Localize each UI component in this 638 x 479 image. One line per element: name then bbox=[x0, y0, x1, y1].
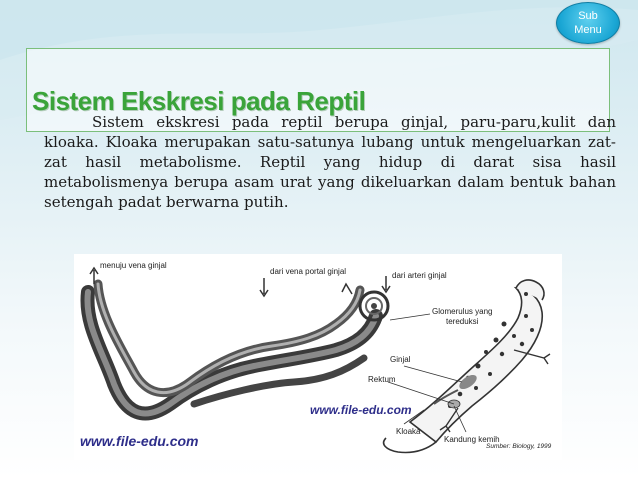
reptile-excretory-figure bbox=[74, 254, 562, 460]
label-glomerulus-line2: tereduksi bbox=[446, 317, 479, 326]
slide-title: Sistem Ekskresi pada Reptil bbox=[32, 86, 366, 116]
label-kandung-kemih: Kandung kemih bbox=[444, 435, 500, 444]
label-ginjal: Ginjal bbox=[390, 355, 411, 364]
sub-menu-button[interactable] bbox=[556, 2, 620, 44]
sub-menu-label-line2: Menu bbox=[574, 24, 602, 36]
label-vena-portal: dari vena portal ginjal bbox=[270, 267, 347, 276]
label-glomerulus-line1: Glomerulus yang bbox=[432, 307, 493, 316]
watermark-left: www.file-edu.com bbox=[80, 433, 199, 449]
label-kloaka: Kloaka bbox=[396, 427, 421, 436]
label-vena-ginjal: menuju vena ginjal bbox=[100, 261, 167, 270]
sub-menu-label-line1: Sub bbox=[578, 10, 598, 22]
slide-paragraph bbox=[44, 112, 616, 212]
paragraph-text: Sistem ekskresi pada reptil berupa ginjal, paru-paru,kulit dan kloaka. Kloaka merupakan satu-satunya lubang untuk mengeluarkan zat-zat hasil metabolisme. Reptil yang hidup di darat sisa hasil metabolismenya berupa asam urat yang dikeluarkan dalam bentuk bahan setengah padat berwarna putih. bbox=[44, 113, 616, 211]
watermark-center: www.file-edu.com bbox=[310, 403, 412, 417]
label-arteri-ginjal: dari arteri ginjal bbox=[392, 271, 447, 280]
label-rektum: Rektum bbox=[368, 375, 396, 384]
figure-source: Sumber: Biology, 1999 bbox=[486, 443, 552, 450]
figure-illustration bbox=[74, 254, 562, 460]
kidney-vessel-diagram bbox=[87, 268, 390, 414]
